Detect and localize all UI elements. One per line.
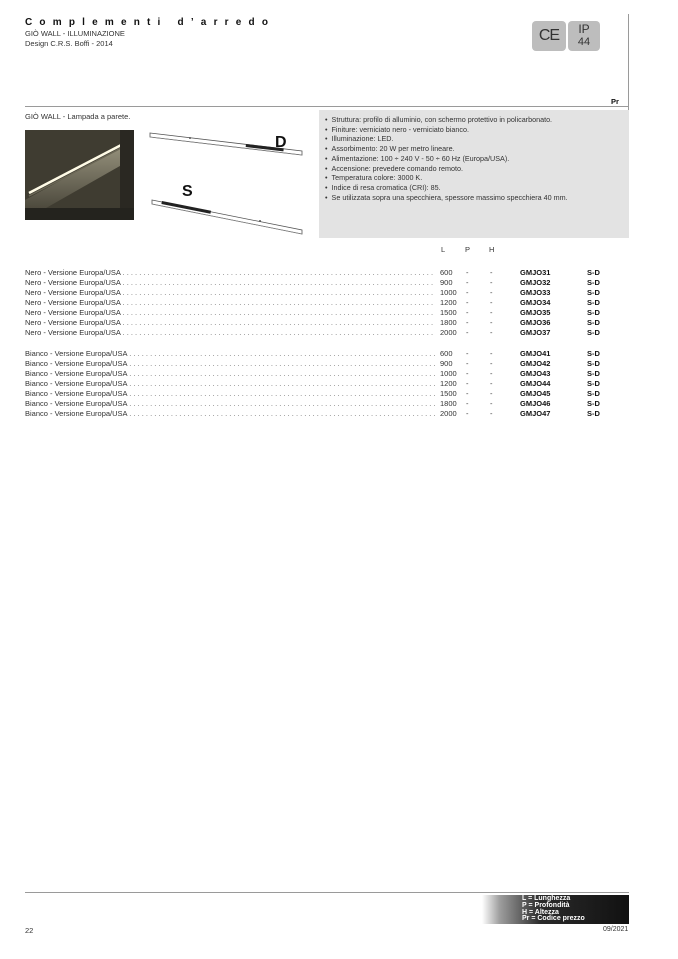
- row-article-code: GMJO41: [520, 349, 551, 358]
- table-row: [25, 379, 605, 389]
- row-depth: -: [466, 359, 469, 368]
- page-number: 22: [25, 926, 34, 935]
- row-depth: -: [466, 409, 469, 418]
- row-price-code: S-D: [587, 349, 600, 358]
- row-height: -: [490, 308, 493, 317]
- row-length: 1500: [440, 308, 457, 317]
- row-depth: -: [466, 288, 469, 297]
- row-length: 2000: [440, 409, 457, 418]
- row-price-code: S-D: [587, 288, 600, 297]
- row-article-code: GMJO32: [520, 278, 551, 287]
- row-length: 1500: [440, 389, 457, 398]
- row-article-code: GMJO36: [520, 318, 551, 327]
- spec-item: • Temperatura colore: 3000 K.: [325, 173, 629, 183]
- variant-label-d: D: [275, 134, 287, 151]
- spec-item: • Illuminazione: LED.: [325, 134, 629, 144]
- collection-subtitle: GIÒ WALL - ILLUMINAZIONE: [25, 29, 125, 38]
- row-article-code: GMJO37: [520, 328, 551, 337]
- section-title: Complementi d’arredo: [25, 17, 276, 28]
- specifications-list: [319, 110, 629, 202]
- row-depth: -: [466, 318, 469, 327]
- row-price-code: S-D: [587, 379, 600, 388]
- price-code-header: Pr: [611, 97, 619, 106]
- row-height: -: [490, 359, 493, 368]
- table-row: [25, 409, 605, 419]
- row-depth: -: [466, 389, 469, 398]
- row-price-code: S-D: [587, 369, 600, 378]
- row-height: -: [490, 328, 493, 337]
- row-height: -: [490, 379, 493, 388]
- row-length: 1200: [440, 379, 457, 388]
- row-height: -: [490, 298, 493, 307]
- row-article-code: GMJO44: [520, 379, 551, 388]
- variant-label-s: S: [182, 183, 193, 200]
- row-description: Bianco - Versione Europa/USA . . .: [25, 409, 435, 419]
- table-row: [25, 308, 605, 318]
- spec-item: • Indice di resa cromatica (CRI): 85.: [325, 183, 629, 193]
- table-row: [25, 298, 605, 308]
- ce-mark-icon: CE: [532, 21, 566, 51]
- footer-divider: [25, 892, 629, 893]
- row-height: -: [490, 389, 493, 398]
- table-row: [25, 399, 605, 409]
- row-price-code: S-D: [587, 318, 600, 327]
- row-description: Bianco - Versione Europa/USA . . .: [25, 359, 435, 369]
- bianco-price-table: [25, 349, 605, 419]
- legend-item: P = Profondità: [522, 901, 570, 909]
- row-price-code: S-D: [587, 308, 600, 317]
- row-description: Bianco - Versione Europa/USA . . .: [25, 369, 435, 379]
- header-vertical-divider: [628, 14, 629, 114]
- row-price-code: S-D: [587, 298, 600, 307]
- edition-date: 09/2021: [603, 926, 629, 933]
- row-description: Bianco - Versione Europa/USA . . .: [25, 349, 435, 359]
- spec-item: • Accensione: prevedere comando remoto.: [325, 164, 629, 174]
- legend-item: Pr = Codice prezzo: [522, 915, 585, 923]
- legend-item: L = Lunghezza: [522, 895, 571, 902]
- row-price-code: S-D: [587, 328, 600, 337]
- header-divider: [25, 106, 629, 107]
- row-depth: -: [466, 278, 469, 287]
- specifications-box: [319, 110, 629, 238]
- table-row: [25, 349, 605, 359]
- row-description: Bianco - Versione Europa/USA . . .: [25, 399, 435, 409]
- table-row: [25, 278, 605, 288]
- row-description: Nero - Versione Europa/USA . . .: [25, 288, 435, 298]
- row-depth: -: [466, 349, 469, 358]
- row-article-code: GMJO31: [520, 268, 551, 277]
- row-article-code: GMJO47: [520, 409, 551, 418]
- table-row: [25, 359, 605, 369]
- column-header-height: H: [489, 245, 495, 254]
- row-article-code: GMJO46: [520, 399, 551, 408]
- ip-rating-badge: [568, 21, 600, 51]
- spec-item: • Se utilizzata sopra una specchiera, spessore massimo specchiera 40 mm.: [325, 193, 629, 203]
- row-height: -: [490, 349, 493, 358]
- row-article-code: GMJO45: [520, 389, 551, 398]
- designer-credit: Design C.R.S. Boffi - 2014: [25, 39, 113, 48]
- product-caption: GIÒ WALL - Lampada a parete.: [25, 112, 131, 121]
- spec-item: • Alimentazione: 100 ÷ 240 V - 50 ÷ 60 Hz (Europa/USA).: [325, 154, 629, 164]
- row-price-code: S-D: [587, 359, 600, 368]
- row-length: 1000: [440, 288, 457, 297]
- row-article-code: GMJO43: [520, 369, 551, 378]
- row-height: -: [490, 268, 493, 277]
- row-depth: -: [466, 298, 469, 307]
- lamp-photo-illustration: [25, 130, 134, 220]
- row-description: Nero - Versione Europa/USA . . .: [25, 278, 435, 288]
- row-depth: -: [466, 369, 469, 378]
- row-description: Nero - Versione Europa/USA . . .: [25, 328, 435, 338]
- row-article-code: GMJO34: [520, 298, 551, 307]
- row-height: -: [490, 369, 493, 378]
- spec-item: • Finiture: verniciato nero - verniciato bianco.: [325, 125, 629, 135]
- table-row: [25, 318, 605, 328]
- spec-item: • Assorbimento: 20 W per metro lineare.: [325, 144, 629, 154]
- row-description: Nero - Versione Europa/USA . . .: [25, 308, 435, 318]
- table-row: [25, 369, 605, 379]
- row-description: Bianco - Versione Europa/USA . . .: [25, 389, 435, 399]
- row-description: Nero - Versione Europa/USA . . .: [25, 298, 435, 308]
- row-article-code: GMJO42: [520, 359, 551, 368]
- row-length: 2000: [440, 328, 457, 337]
- table-row: [25, 328, 605, 338]
- table-row: [25, 268, 605, 278]
- row-height: -: [490, 399, 493, 408]
- legend-item: H = Altezza: [522, 908, 559, 916]
- ip-rating-label: IP: [578, 22, 590, 36]
- table-row: [25, 288, 605, 298]
- row-length: 600: [440, 268, 453, 277]
- product-photo: [25, 130, 134, 220]
- row-description: Nero - Versione Europa/USA . . .: [25, 318, 435, 328]
- row-depth: -: [466, 399, 469, 408]
- row-height: -: [490, 278, 493, 287]
- row-article-code: GMJO35: [520, 308, 551, 317]
- table-row: [25, 389, 605, 399]
- row-height: -: [490, 288, 493, 297]
- row-length: 1200: [440, 298, 457, 307]
- row-length: 900: [440, 278, 453, 287]
- row-depth: -: [466, 308, 469, 317]
- row-article-code: GMJO33: [520, 288, 551, 297]
- row-description: Nero - Versione Europa/USA . . .: [25, 268, 435, 278]
- row-price-code: S-D: [587, 278, 600, 287]
- ip-rating-value: 44: [577, 36, 591, 48]
- nero-price-table: [25, 268, 605, 338]
- row-price-code: S-D: [587, 399, 600, 408]
- row-height: -: [490, 318, 493, 327]
- row-price-code: S-D: [587, 409, 600, 418]
- column-header-depth: P: [465, 245, 471, 254]
- spec-item: • Struttura: profilo di alluminio, con schermo protettivo in policarbonato.: [325, 115, 629, 125]
- abbreviation-legend: [482, 895, 629, 924]
- row-depth: -: [466, 379, 469, 388]
- row-price-code: S-D: [587, 389, 600, 398]
- row-depth: -: [466, 268, 469, 277]
- row-description: Bianco - Versione Europa/USA . . .: [25, 379, 435, 389]
- row-length: 1000: [440, 369, 457, 378]
- row-price-code: S-D: [587, 268, 600, 277]
- row-height: -: [490, 409, 493, 418]
- column-header-length: L: [441, 245, 446, 254]
- row-length: 600: [440, 349, 453, 358]
- row-length: 900: [440, 359, 453, 368]
- row-length: 1800: [440, 318, 457, 327]
- row-depth: -: [466, 328, 469, 337]
- row-length: 1800: [440, 399, 457, 408]
